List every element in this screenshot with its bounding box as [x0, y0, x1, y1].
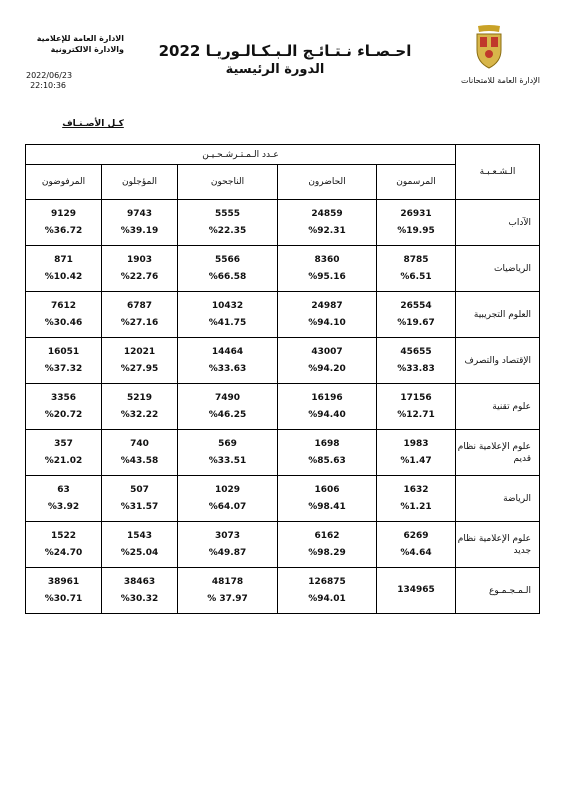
col-header-registered: المرسمون — [377, 165, 456, 200]
table-cell — [278, 522, 377, 568]
stat-value: 126875 — [308, 576, 346, 587]
stat-value: %41.75 — [208, 317, 247, 328]
stat-value: %94.01 — [308, 593, 346, 604]
stat-value: %37.32 — [44, 363, 83, 374]
table-row — [26, 522, 540, 568]
page-title: احـصـاء نـتـائـج الـبـكـالـوريـا 2022 — [158, 42, 412, 60]
table-cell — [278, 476, 377, 522]
table-cell — [102, 246, 178, 292]
table-cell — [26, 430, 102, 476]
table-row — [26, 246, 540, 292]
stat-value: %39.19 — [120, 225, 159, 236]
stat-value: 3073 — [214, 530, 241, 541]
stat-value: 45655 — [400, 346, 432, 357]
directorate-line-2: والادارة الالكترونية — [50, 45, 124, 54]
table-cell — [377, 338, 456, 384]
stat-value: 63 — [57, 484, 70, 495]
table-cell — [26, 200, 102, 246]
branch-name: علوم تقنية — [456, 384, 540, 430]
branch-name: الرياضة — [456, 476, 540, 522]
stat-value: %46.25 — [208, 409, 247, 420]
stat-value: %95.16 — [308, 271, 346, 282]
table-cell — [278, 292, 377, 338]
table-row — [26, 292, 540, 338]
stat-value: 1606 — [314, 484, 340, 495]
stat-value: 1632 — [403, 484, 429, 495]
stat-value: %94.40 — [308, 409, 346, 420]
print-datetime — [26, 71, 73, 91]
stat-value: 17156 — [400, 392, 432, 403]
table-cell — [278, 338, 377, 384]
stat-value: 43007 — [311, 346, 343, 357]
stat-value: 1543 — [126, 530, 153, 541]
table-cell — [377, 292, 456, 338]
branch-name: علوم الإعلامية نظام جديد — [456, 522, 540, 568]
table-cell — [102, 338, 178, 384]
stat-value: %64.07 — [208, 501, 247, 512]
stat-value: %24.70 — [44, 547, 83, 558]
stat-value: 3356 — [50, 392, 77, 403]
table-cell — [102, 200, 178, 246]
stat-value: %33.63 — [208, 363, 247, 374]
table-row — [26, 476, 540, 522]
table-cell — [377, 476, 456, 522]
stat-value: %94.20 — [308, 363, 346, 374]
print-date: 2022/06/23 — [26, 71, 73, 80]
stat-value: 24987 — [311, 300, 343, 311]
table-cell — [102, 384, 178, 430]
stat-value: %49.87 — [208, 547, 247, 558]
stat-value: 871 — [54, 254, 73, 265]
stat-value: %43.58 — [120, 455, 159, 466]
table-cell — [178, 246, 278, 292]
table-cell — [178, 476, 278, 522]
table-cell — [26, 292, 102, 338]
col-header-passed: الناجحون — [178, 165, 278, 200]
stat-value: 740 — [130, 438, 149, 449]
table-cell — [26, 476, 102, 522]
stat-value: 9743 — [126, 208, 153, 219]
stat-value: %31.57 — [120, 501, 159, 512]
stat-value: %66.58 — [208, 271, 247, 282]
table-cell — [102, 522, 178, 568]
stat-value: 6162 — [314, 530, 340, 541]
total-label: الـمـجـمـوع — [456, 568, 540, 614]
table-row — [26, 384, 540, 430]
stat-value: %94.10 — [308, 317, 346, 328]
stat-value: 7612 — [50, 300, 77, 311]
branch-name: العلوم التجريبية — [456, 292, 540, 338]
stat-value: %22.35 — [208, 225, 247, 236]
stat-value: 357 — [54, 438, 73, 449]
stat-value: 507 — [130, 484, 149, 495]
stat-value: 16196 — [311, 392, 343, 403]
table-cell — [377, 430, 456, 476]
stat-value: 48178 — [211, 576, 244, 587]
table-cell — [26, 522, 102, 568]
stat-value: %98.29 — [308, 547, 346, 558]
table-cell — [26, 568, 102, 614]
tunisia-coat-of-arms-icon — [472, 24, 506, 70]
table-cell — [102, 430, 178, 476]
stat-value: 1698 — [314, 438, 340, 449]
stat-value: 5219 — [126, 392, 153, 403]
table-cell — [26, 246, 102, 292]
stat-value: 24859 — [311, 208, 343, 219]
col-header-deferred: المؤجلون — [102, 165, 178, 200]
stat-value: %85.63 — [308, 455, 346, 466]
stat-value: %21.02 — [44, 455, 83, 466]
exams-directorate-label: الإدارة العامة للامتحانات — [461, 76, 540, 85]
stat-value: 1983 — [403, 438, 429, 449]
table-cell — [178, 522, 278, 568]
stat-value: %25.04 — [120, 547, 159, 558]
stat-value: %1.21 — [400, 501, 432, 512]
stat-value: %33.51 — [208, 455, 247, 466]
table-cell — [377, 384, 456, 430]
stat-value: 16051 — [47, 346, 80, 357]
stat-value: 10432 — [211, 300, 244, 311]
table-cell — [178, 292, 278, 338]
directorate-left-header — [14, 33, 124, 55]
stat-value: %30.71 — [44, 593, 83, 604]
table-cell — [178, 384, 278, 430]
table-cell — [178, 568, 278, 614]
col-header-present: الحاضرون — [278, 165, 377, 200]
stat-value: 5555 — [214, 208, 241, 219]
stat-value: 38463 — [123, 576, 156, 587]
stat-value: 8360 — [314, 254, 340, 265]
stat-value: %10.42 — [44, 271, 83, 282]
candidates-group-header: عـدد الـمـتـرشـحـيـن — [26, 145, 456, 165]
branch-name: الرياضيات — [456, 246, 540, 292]
stat-value: 9129 — [50, 208, 77, 219]
stat-value: %19.67 — [397, 317, 435, 328]
section-label: كـل الأصـنـاف — [62, 119, 124, 129]
table-cell — [377, 568, 456, 614]
stat-value: 1522 — [50, 530, 77, 541]
stat-value: %30.32 — [120, 593, 159, 604]
table-cell — [278, 568, 377, 614]
stat-value: 569 — [218, 438, 237, 449]
total-row — [26, 568, 540, 614]
stat-value: %33.83 — [397, 363, 435, 374]
stat-value: 14464 — [211, 346, 244, 357]
stat-value: %92.31 — [308, 225, 346, 236]
branch-name: الآداب — [456, 200, 540, 246]
stat-value: 26554 — [400, 300, 432, 311]
table-cell — [278, 246, 377, 292]
table-cell — [102, 292, 178, 338]
table-row — [26, 338, 540, 384]
table-cell — [26, 338, 102, 384]
stat-value: %4.64 — [400, 547, 432, 558]
branch-column-header: الـشـعـبـة — [456, 145, 540, 200]
stat-value: %3.92 — [47, 501, 80, 512]
stat-value: %1.47 — [400, 455, 432, 466]
table-cell — [278, 384, 377, 430]
table-cell — [26, 384, 102, 430]
results-table — [25, 144, 540, 614]
stat-value: %98.41 — [308, 501, 346, 512]
page-subtitle: الدورة الرئيسية — [225, 62, 325, 77]
stat-value: 5566 — [214, 254, 241, 265]
branch-name: علوم الإعلامية نظام قديم — [456, 430, 540, 476]
stat-value: %27.16 — [120, 317, 159, 328]
table-row — [26, 430, 540, 476]
table-cell — [377, 522, 456, 568]
stat-value: %6.51 — [400, 271, 432, 282]
stat-value: %36.72 — [44, 225, 83, 236]
table-cell — [102, 568, 178, 614]
stat-value: %20.72 — [44, 409, 83, 420]
table-row — [26, 200, 540, 246]
stat-value: 38961 — [47, 576, 80, 587]
table-cell — [377, 200, 456, 246]
table-cell — [178, 200, 278, 246]
stat-value: 8785 — [403, 254, 429, 265]
stat-value: %27.95 — [120, 363, 159, 374]
branch-name: الإقتصاد والتصرف — [456, 338, 540, 384]
stat-value: 6269 — [403, 530, 429, 541]
stat-value: %19.95 — [397, 225, 435, 236]
print-time: 22:10:36 — [30, 81, 66, 90]
stat-value: 1029 — [214, 484, 241, 495]
stat-value: %32.22 — [120, 409, 159, 420]
stat-value: %12.71 — [397, 409, 435, 420]
table-cell — [278, 430, 377, 476]
stat-value: 6787 — [126, 300, 153, 311]
stat-value: 26931 — [400, 208, 432, 219]
table-cell — [278, 200, 377, 246]
stat-value: 134965 — [397, 585, 435, 595]
directorate-line-1: الادارة العامة للإعلامية — [36, 34, 124, 43]
stat-value: 12021 — [123, 346, 156, 357]
col-header-rejected: المرفوضون — [26, 165, 102, 200]
table-cell — [178, 430, 278, 476]
table-cell — [377, 246, 456, 292]
stat-value: 1903 — [126, 254, 153, 265]
stat-value: %22.76 — [120, 271, 159, 282]
stat-value: %30.46 — [44, 317, 83, 328]
table-cell — [102, 476, 178, 522]
table-cell — [178, 338, 278, 384]
stat-value: % 37.97 — [207, 593, 248, 604]
stat-value: 7490 — [214, 392, 241, 403]
